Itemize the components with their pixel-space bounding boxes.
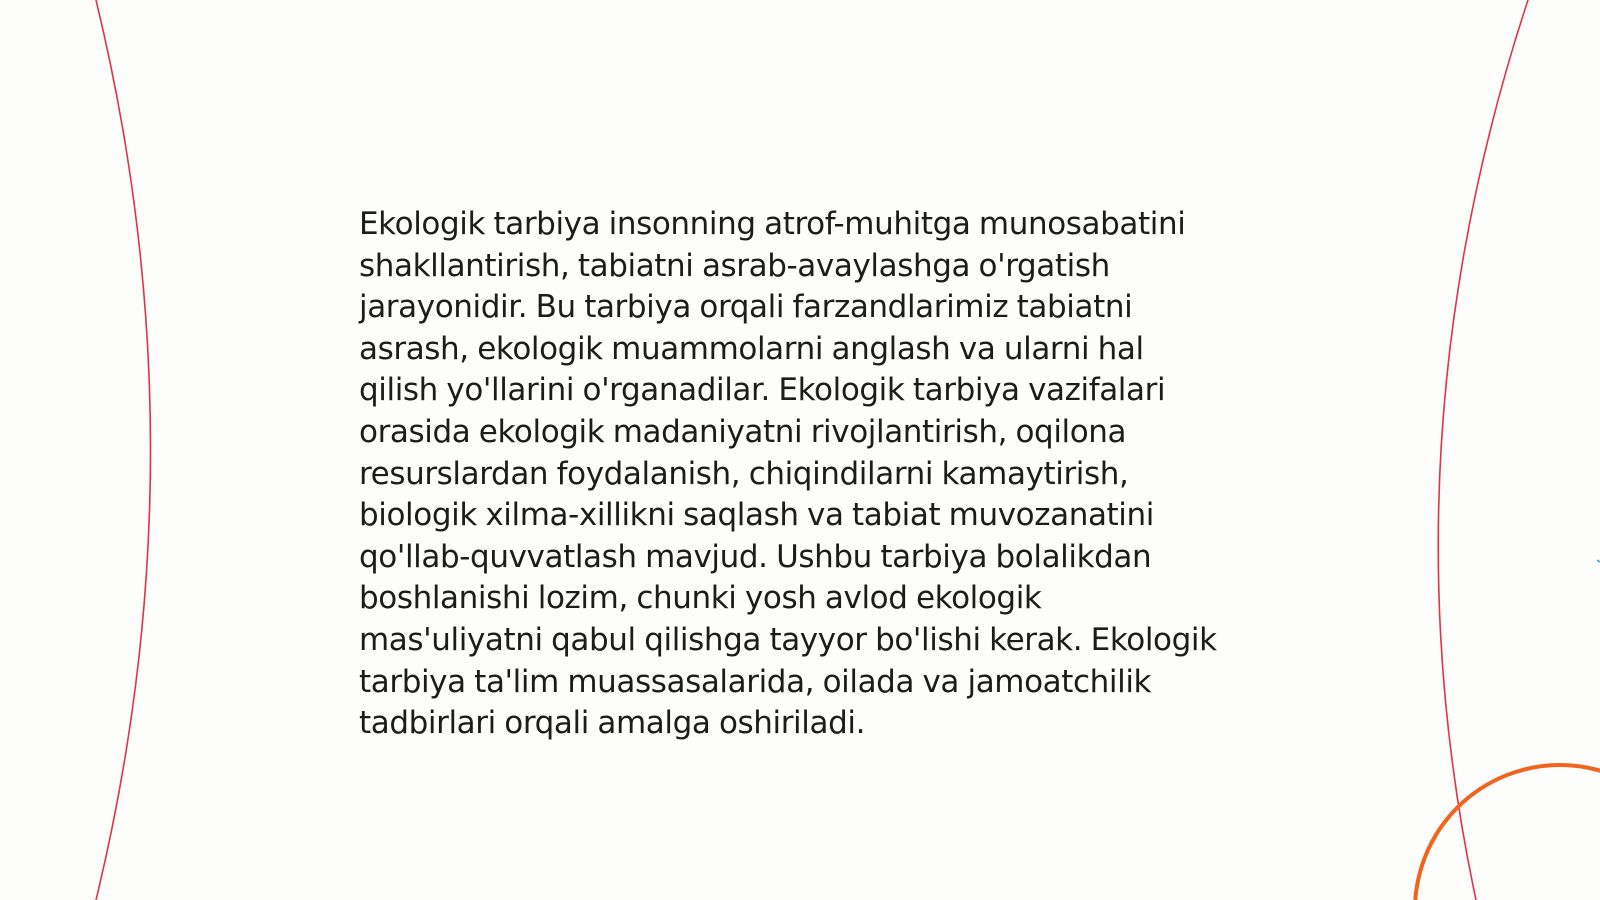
body-paragraph: Ekologik tarbiya insonning atrof-muhitga munosabatini shakllantirish, tabiatni asrab-avaylashga o'rgatish jarayonidir. Bu tarbiya orqali farzandlarimiz tabiatni asrash, ekologik muammolarni anglash va ularni hal qilish yo'llarini o'rganadilar. Ekologik tarbiya vazifalari orasida ekologik madaniyatni rivojlantirish, oqilona resurslardan foydalanish, chiqindilarni kamaytirish, biologik xilma-xillikni saqlash va tabiat muvozanatini qo'llab-quvvatlash mavjud. Ushbu tarbiya bolalikdan boshlanishi lozim, chunki yosh avlod ekologik mas'uliyatni qabul qilishga tayyor bo'lishi kerak. Ekologik tarbiya ta'lim muassasalarida, oilada va jamoatchilik tadbirlari orqali amalga oshiriladi. — [359, 206, 1217, 742]
left-arc-line — [96, 0, 151, 900]
right-arc-line — [1438, 0, 1528, 900]
orange-ring — [1415, 765, 1600, 900]
